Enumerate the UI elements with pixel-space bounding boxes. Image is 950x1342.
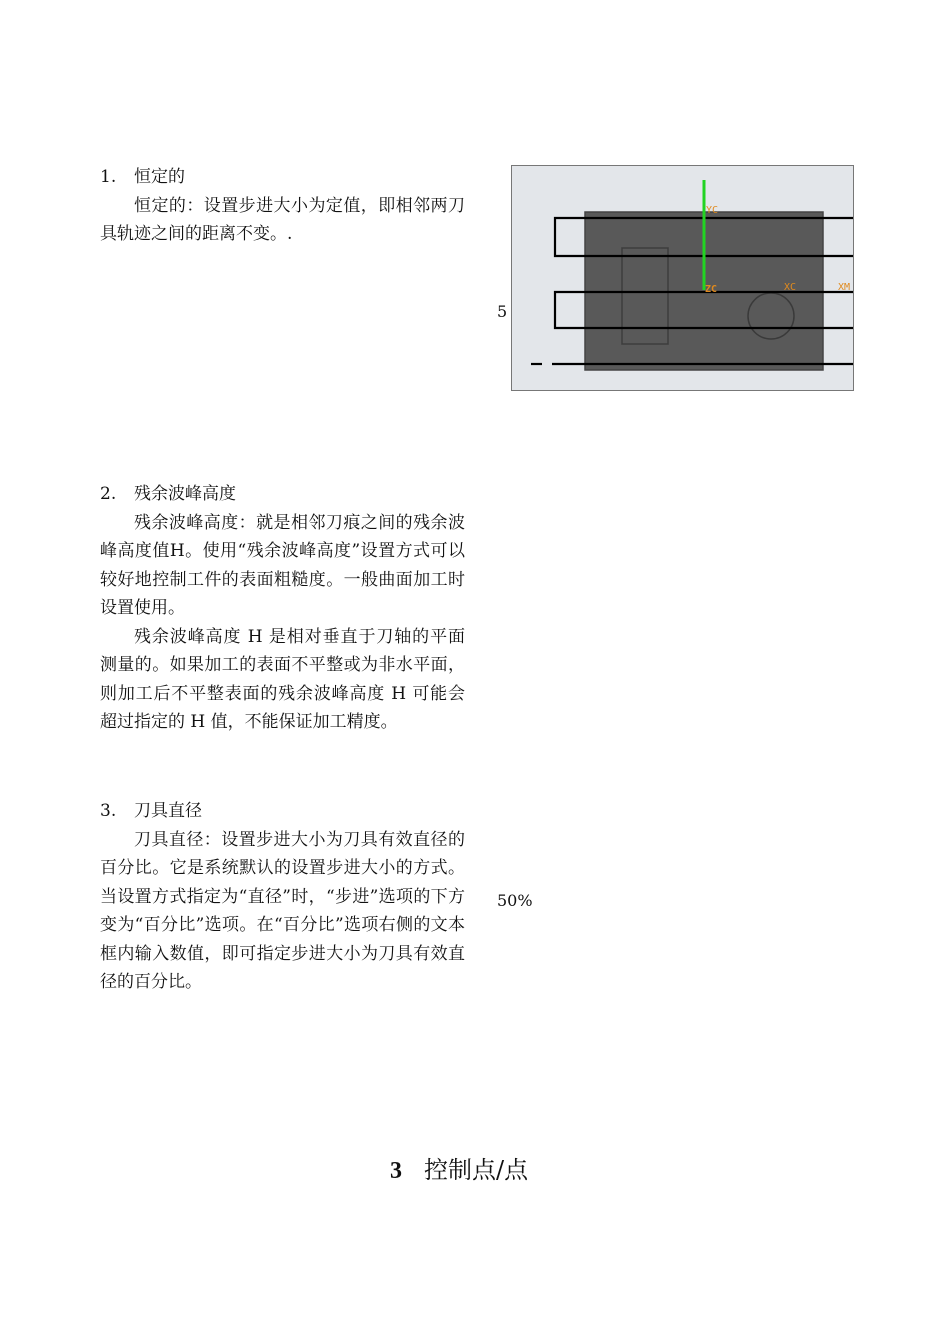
section-2-heading: 2. 残余波峰高度	[100, 484, 236, 504]
section-1-paragraph: 恒定的：设置步进大小为定值，即相邻两刀具轨迹之间的距离不变。.	[100, 195, 465, 244]
section-2-paragraph-2: 残余波峰高度 H 是相对垂直于刀轴的平面测量的。如果加工的表面不平整或为非水平面，则加工后不平整表面的残余波峰高度 H 可能会超过指定的 H 值，不能保证加工精度。	[100, 626, 465, 732]
xc-axis-label: XC	[784, 282, 797, 293]
section-3	[100, 797, 465, 997]
zc-axis-label: ZC	[705, 284, 718, 295]
toolpath-figure-svg	[512, 166, 853, 390]
chapter-title: 控制点/点	[424, 1156, 529, 1184]
figure-side-number: 5	[497, 302, 508, 321]
chapter-number: 3	[390, 1158, 402, 1184]
section-1-heading: 1. 恒定的	[100, 167, 185, 187]
chapter-heading	[390, 1150, 528, 1185]
section-3-side-value: 50%	[497, 891, 533, 910]
xm-axis-label: XM	[838, 282, 851, 293]
section-3-paragraph: 刀具直径：设置步进大小为刀具有效直径的百分比。它是系统默认的设置步进大小的方式。当设置方式指定为“直径”时，“步进”选项的下方变为“百分比”选项。在“百分比”选项右侧的文本框内输入数值，即可指定步进大小为刀具有效直径的百分比。	[100, 829, 465, 992]
section-2	[100, 480, 465, 737]
yc-axis-label: YC	[706, 205, 719, 216]
section-2-paragraph-1: 残余波峰高度：就是相邻刀痕之间的残余波峰高度值H。使用“残余波峰高度”设置方式可以较好地控制工件的表面粗糙度。一般曲面加工时设置使用。	[100, 512, 465, 618]
toolpath-figure	[511, 165, 854, 391]
section-1	[100, 163, 465, 249]
section-3-heading: 3. 刀具直径	[100, 801, 202, 821]
